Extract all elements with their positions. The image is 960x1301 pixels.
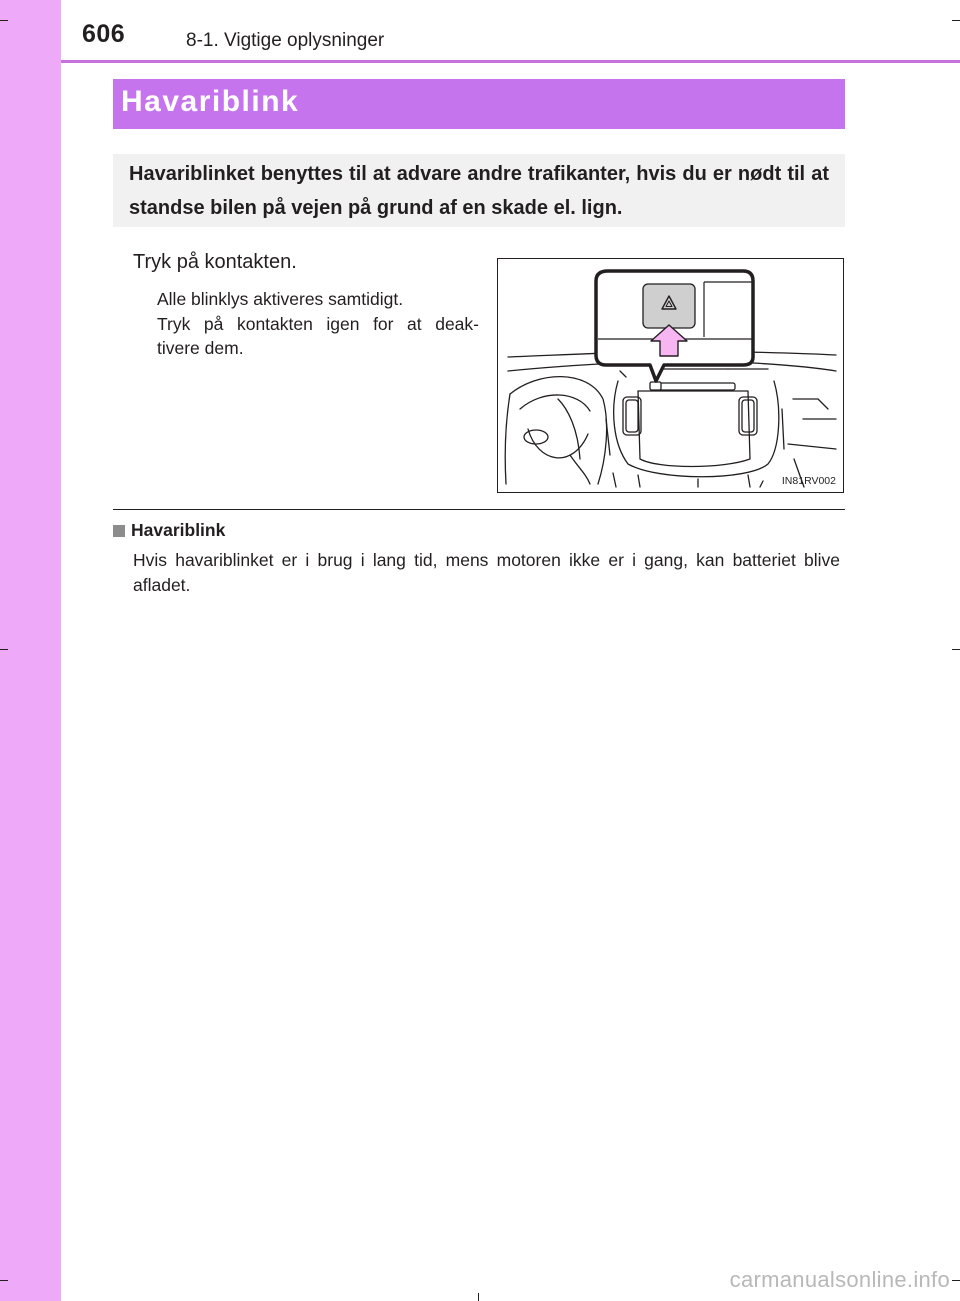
note-body: Hvis havariblinket er i brug i lang tid, mens motoren ikke er i gang, kan batteriet blive afladet. bbox=[133, 550, 840, 595]
crop-mark bbox=[952, 649, 960, 650]
title-bar bbox=[113, 79, 845, 129]
figure-code: IN81RV002 bbox=[781, 475, 836, 487]
header-rule bbox=[61, 60, 960, 63]
square-bullet-icon bbox=[113, 525, 125, 537]
intro-box bbox=[113, 154, 845, 227]
dashboard-illustration bbox=[497, 258, 844, 493]
note-heading bbox=[113, 520, 225, 541]
section-label: 8-1. Vigtige oplysninger bbox=[186, 30, 385, 51]
step-instruction: Tryk på kontakten. bbox=[133, 251, 297, 273]
page-title: Havariblink bbox=[121, 85, 300, 118]
step-detail-line: tivere dem. bbox=[157, 338, 244, 358]
crop-mark bbox=[952, 20, 960, 21]
side-band bbox=[0, 0, 61, 1301]
intro-text: Havariblinket benyttes til at advare andre trafikanter, hvis du er nødt til at standse bilen på vejen på grund af en skade el. lign. bbox=[129, 163, 829, 219]
step-detail-line: Alle blinklys aktiveres samtidigt. bbox=[157, 289, 404, 309]
crop-mark bbox=[952, 1280, 960, 1281]
page-number: 606 bbox=[82, 20, 126, 48]
crop-mark bbox=[0, 1280, 8, 1281]
crop-mark bbox=[478, 1293, 479, 1301]
watermark: carmanualsonline.info bbox=[729, 1267, 950, 1292]
crop-mark bbox=[0, 649, 8, 650]
note-heading-text: Havariblink bbox=[131, 520, 226, 540]
dashboard-drawing bbox=[498, 259, 843, 492]
crop-mark bbox=[0, 20, 8, 21]
step-detail bbox=[157, 287, 479, 361]
step-detail-line: Tryk på kontakten igen for at deak- bbox=[157, 313, 479, 334]
section-divider bbox=[113, 509, 845, 510]
